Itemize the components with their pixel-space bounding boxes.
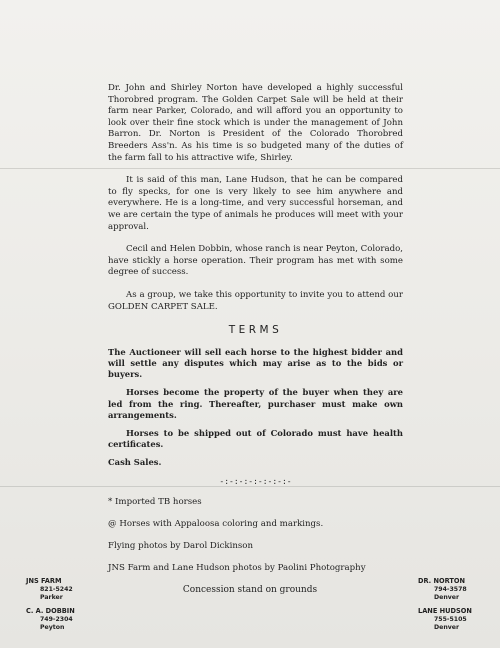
- term-cash: Cash Sales.: [108, 457, 162, 468]
- paragraph-norton: Dr. John and Shirley Norton have developed a highly successful Thorobred program. The Golden Carpet Sale will be held at their farm near Parker, Colorado, and will afford you an opportunity to look over their fine stock which is under the management of John Barron. Dr. Norton is President of the Colorado Thorobred Breeders Ass'n. As his time is so budgeted many of the duties of the farm fall to his attractive wife, Shirley.: [108, 83, 403, 163]
- contact-norton: DR. NORTON 794-3578 Denver: [418, 577, 467, 601]
- terms-list: [108, 347, 403, 469]
- contact-jns-farm: JNS FARM 821-5242 Parker: [26, 577, 73, 601]
- note-flying-photos: Flying photos by Darol Dickinson: [108, 541, 253, 552]
- paragraph-invitation: As a group, we take this opportunity to invite you to attend our GOLDEN CARPET SALE.: [108, 289, 403, 312]
- paragraph-dobbin: Cecil and Helen Dobbin, whose ranch is near Peyton, Colorado, have stickly a horse operation. Their program has met with some degree of success.: [108, 244, 403, 278]
- note-photo-credit: JNS Farm and Lane Hudson photos by Paolini Photography: [108, 563, 366, 574]
- note-appaloosa: @ Horses with Appaloosa coloring and markings.: [108, 519, 324, 530]
- section-divider: -:-:-:-:-:-:-:-: [219, 476, 292, 486]
- concession-note: Concession stand on grounds: [182, 585, 318, 595]
- contact-hudson: LANE HUDSON 755-5105 Denver: [418, 607, 472, 631]
- note-imported: * Imported TB horses: [108, 497, 202, 508]
- term-property: Horses become the property of the buyer when they are led from the ring. Thereafter, purchaser must make own arrangements.: [108, 387, 403, 420]
- term-shipping: Horses to be shipped out of Colorado must have health certificates.: [108, 427, 403, 450]
- contact-dobbin: C. A. DOBBIN 749-2304 Peyton: [26, 607, 75, 631]
- body-text: [108, 83, 403, 585]
- term-auctioneer: The Auctioneer will sell each horse to the highest bidder and will settle any disputes which may arise as to the bids or buyers.: [108, 346, 403, 380]
- terms-heading: TERMS: [228, 324, 283, 337]
- footer-right-contacts: [418, 578, 472, 639]
- paragraph-hudson: It is said of this man, Lane Hudson, that he can be compared to fly specks, for one is very likely to see him anywhere and everywhere. He is a long-time, and very successful horseman, and we are certain the type of animals he produces will meet with your approval.: [108, 175, 403, 232]
